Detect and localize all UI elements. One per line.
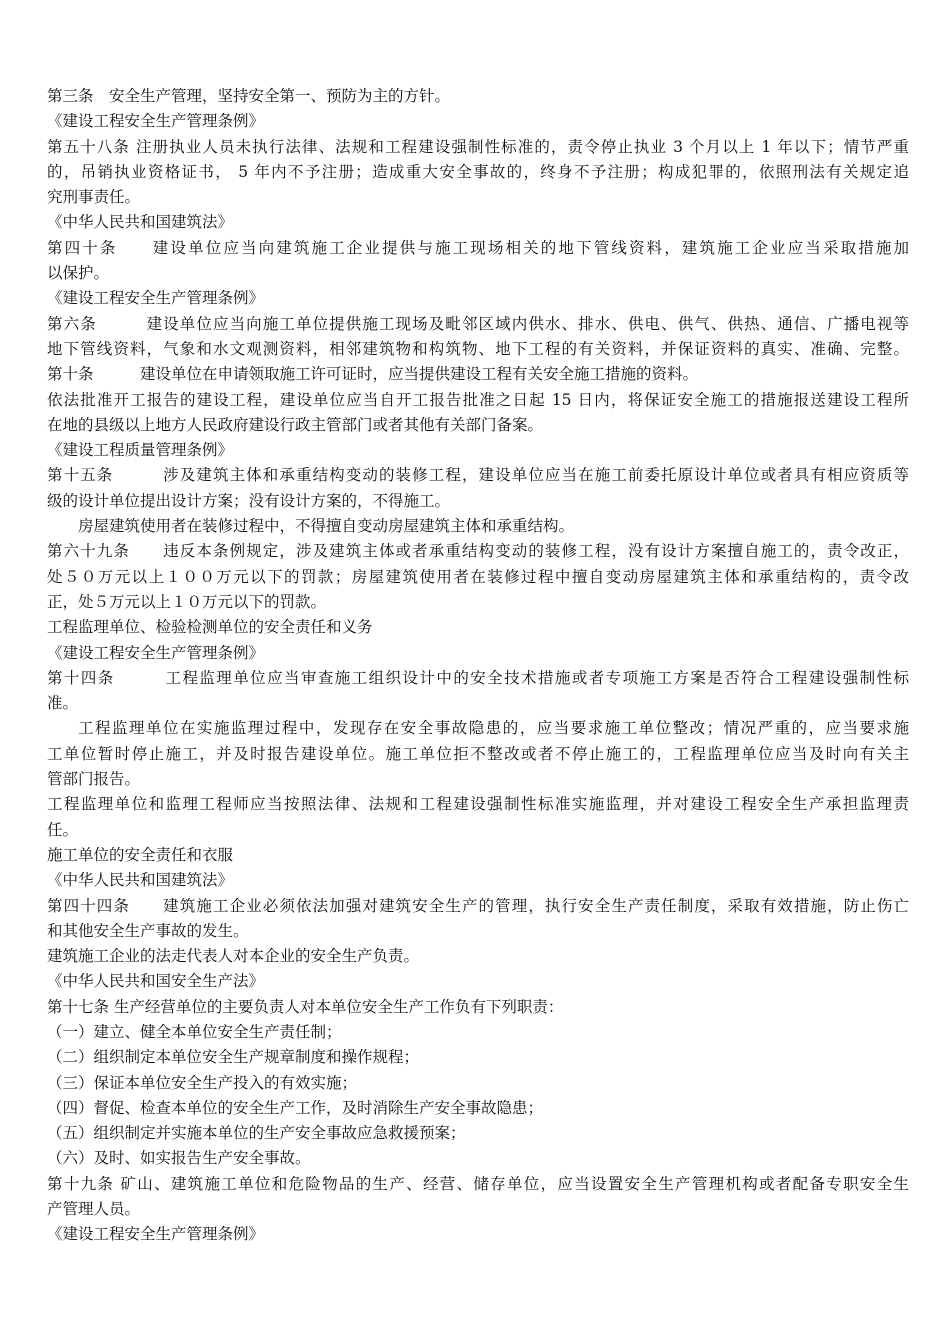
text-line: 处５０万元以上１００万元以下的罚款；房屋建筑使用者在装修过程中擅自变动房屋建筑主体和承重结构的，责令改 <box>47 567 909 586</box>
text-line: 工单位暂时停止施工，并及时报告建设单位。施工单位拒不整改或者不停止施工的，工程监理单位应当及时向有关主 <box>47 744 909 763</box>
text-line: 《建设工程安全生产管理条例》 <box>47 289 265 308</box>
text-line: 第四十条 建设单位应当向建筑施工企业提供与施工现场相关的地下管线资料，建筑施工企业应当采取措施加 <box>47 238 909 257</box>
text-line: 《中华人民共和国建筑法》 <box>47 871 234 890</box>
text-line: 级的设计单位提出设计方案；没有设计方案的，不得施工。 <box>47 491 451 510</box>
text-line: 正，处５万元以上１０万元以下的罚款。 <box>47 592 327 611</box>
text-line: 第四十四条 建筑施工企业必须依法加强对建筑安全生产的管理，执行安全生产责任制度，采取有效措施，防止伤亡 <box>47 896 909 915</box>
text-line: 《建设工程安全生产管理条例》 <box>47 1225 265 1244</box>
text-line: 究刑事责任。 <box>47 188 141 207</box>
text-line: 产管理人员。 <box>47 1200 141 1219</box>
text-line: 第十九条 矿山、建筑施工单位和危险物品的生产、经营、储存单位，应当设置安全生产管理机构或者配备专职安全生 <box>47 1174 909 1193</box>
text-line: 《建设工程质量管理条例》 <box>47 441 234 460</box>
text-line: 的，吊销执业资格证书， 5 年内不予注册；造成重大安全事故的，终身不予注册；构成犯罪的，依照刑法有关规定追 <box>47 162 909 181</box>
text-line: （四）督促、检查本单位的安全生产工作，及时消除生产安全事故隐患； <box>47 1098 544 1117</box>
text-line: 第三条 安全生产管理，坚持安全第一、预防为主的方针。 <box>47 87 451 105</box>
text-line: 《中华人民共和国安全生产法》 <box>47 972 265 991</box>
text-line: （二）组织制定本单位安全生产规章制度和操作规程； <box>47 1048 420 1067</box>
text-line: 第十条 建设单位在申请领取施工许可证时，应当提供建设工程有关安全施工措施的资料。 <box>47 365 699 384</box>
text-line: 第十四条 工程监理单位应当审查施工组织设计中的安全技术措施或者专项施工方案是否符合工程建设强制性标 <box>47 668 909 687</box>
text-line: 《建设工程安全生产管理条例》 <box>47 112 265 131</box>
text-line: 房屋建筑使用者在装修过程中，不得擅自变动房屋建筑主体和承重结构。 <box>78 517 575 536</box>
text-line: 任。 <box>47 820 79 839</box>
text-line: 准。 <box>47 694 79 713</box>
text-line: 管部门报告。 <box>47 770 141 789</box>
document-page <box>47 84 909 1248</box>
text-line: （三）保证本单位安全生产投入的有效实施； <box>47 1073 358 1092</box>
text-line: （六）及时、如实报告生产安全事故。 <box>47 1149 311 1168</box>
text-line: 第十七条 生产经营单位的主要负责人对本单位安全生产工作负有下列职责： <box>47 997 564 1016</box>
text-line: 《建设工程安全生产管理条例》 <box>47 643 265 662</box>
text-line: 建筑施工企业的法走代表人对本企业的安全生产负责。 <box>47 947 420 966</box>
text-line: 施工单位的安全责任和衣服 <box>47 845 234 864</box>
text-line: （一）建立、健全本单位安全生产责任制； <box>47 1022 342 1041</box>
text-line: 第五十八条 注册执业人员未执行法律、法规和工程建设强制性标准的，责令停止执业 3 个月以上 1 年以下；情节严重 <box>47 137 909 156</box>
text-line: （五）组织制定并实施本单位的生产安全事故应急救援预案； <box>47 1124 466 1143</box>
text-line: 和其他安全生产事故的发生。 <box>47 921 249 940</box>
text-line: 以保护。 <box>47 264 110 283</box>
text-line: 工程监理单位在实施监理过程中，发现存在安全事故隐患的，应当要求施工单位整改；情况严重的，应当要求施 <box>78 719 909 738</box>
text-line: 第十五条 涉及建筑主体和承重结构变动的装修工程，建设单位应当在施工前委托原设计单位或者具有相应资质等 <box>47 466 909 485</box>
text-line: 工程监理单位、检验检测单位的安全责任和义务 <box>47 618 373 637</box>
text-line: 工程监理单位和监理工程师应当按照法律、法规和工程建设强制性标准实施监理，并对建设工程安全生产承担监理责 <box>47 795 909 814</box>
text-line: 依法批准开工报告的建设工程，建设单位应当自开工报告批准之日起 15 日内，将保证安全施工的措施报送建设工程所 <box>47 390 909 409</box>
text-line: 《中华人民共和国建筑法》 <box>47 213 234 232</box>
text-line: 第六条 建设单位应当向施工单位提供施工现场及毗邻区域内供水、排水、供电、供气、供热、通信、广播电视等 <box>47 314 909 333</box>
text-line: 在地的县级以上地方人民政府建设行政主管部门或者其他有关部门备案。 <box>47 415 544 434</box>
text-line: 第六十九条 违反本条例规定，涉及建筑主体或者承重结构变动的装修工程，没有设计方案擅自施工的，责令改正， <box>47 542 909 561</box>
text-line: 地下管线资料，气象和水文观测资料，相邻建筑物和构筑物、地下工程的有关资料，并保证资料的真实、准确、完整。 <box>47 339 909 358</box>
